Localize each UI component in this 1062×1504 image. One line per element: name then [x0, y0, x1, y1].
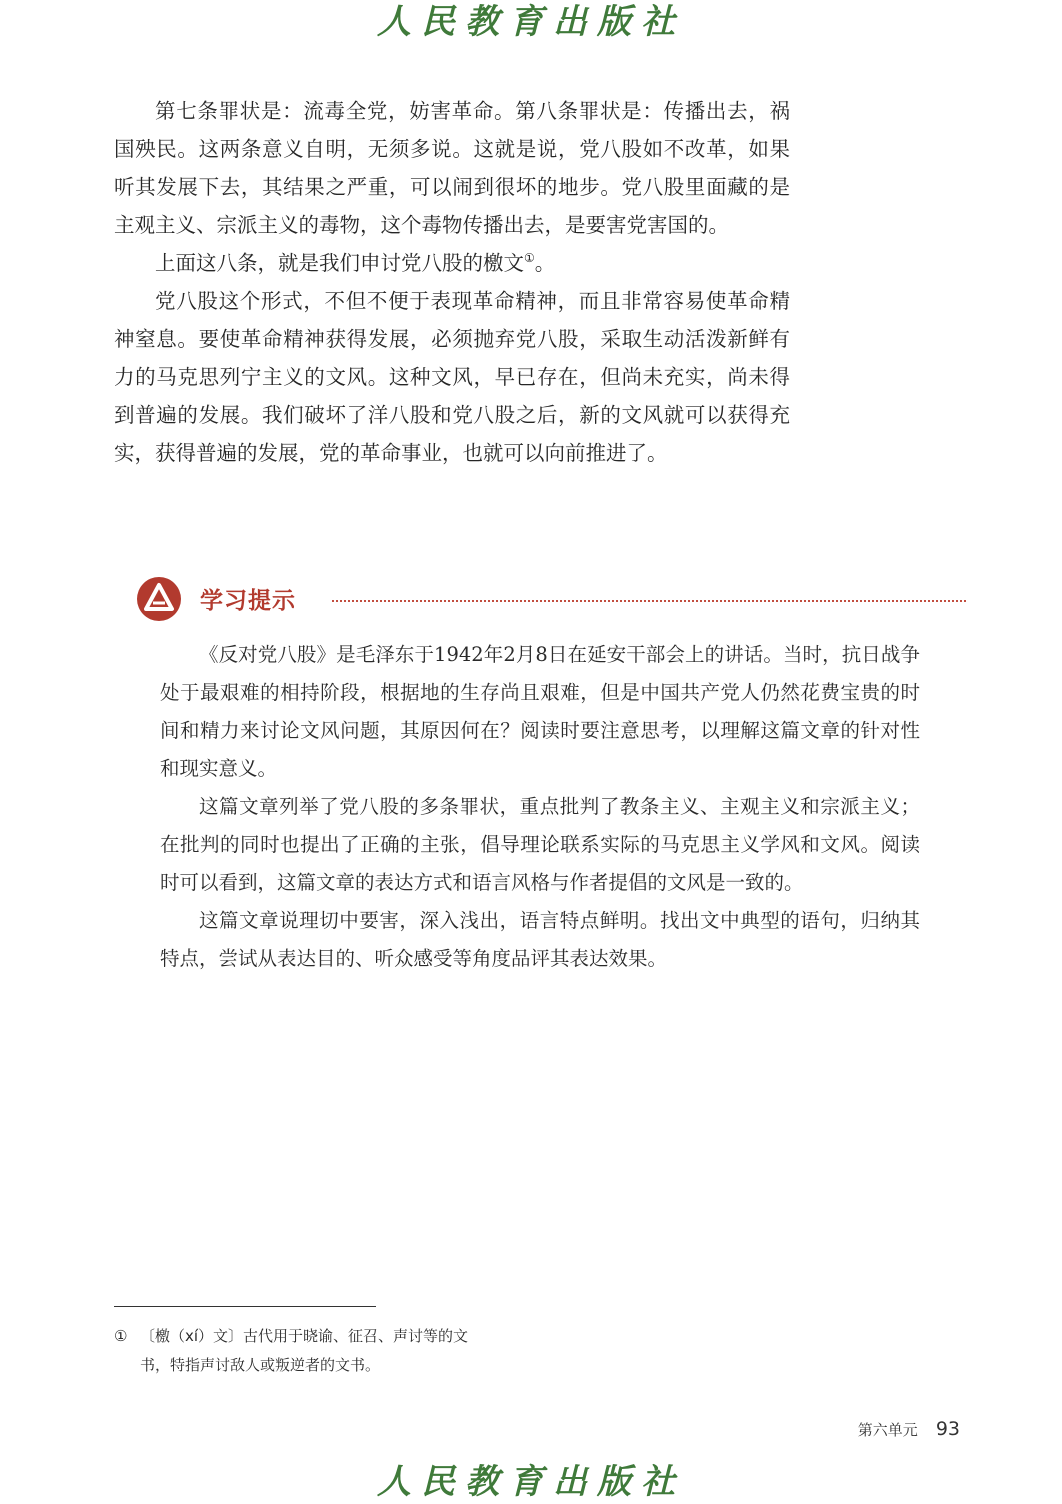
- main-paragraph-2: [114, 244, 790, 282]
- footnote-line-1: [114, 1322, 534, 1351]
- main-text: [114, 92, 790, 472]
- publisher-header: 人民教育出版社: [377, 2, 685, 42]
- study-tip-text: [160, 636, 920, 978]
- footnote-ref[interactable]: ①: [524, 251, 535, 266]
- footnote: [114, 1322, 534, 1380]
- dotted-divider: [332, 600, 966, 602]
- footnote-line-2: 书，特指声讨敌人或叛逆者的文书。: [140, 1356, 381, 1374]
- page-number: 93: [935, 1418, 960, 1440]
- tip-paragraph-1: 《反对党八股》是毛泽东于1942年2月8日在延安干部会上的讲话。当时，抗日战争处于最艰难的相持阶段，根据地的生存尚且艰难，但是中国共产党人仍然花费宝贵的时间和精力来讨论文风问题，其原因何在？阅读时要注意思考，以理解这篇文章的针对性和现实意义。: [160, 643, 920, 780]
- study-tip-title: 学习提示: [200, 588, 296, 614]
- footnote-text-1: 〔檄（xí）文〕古代用于晓谕、征召、声讨等的文: [140, 1327, 469, 1345]
- tip-paragraph-2: 这篇文章列举了党八股的多条罪状，重点批判了教条主义、主观主义和宗派主义；在批判的同时也提出了正确的主张，倡导理论联系实际的马克思主义学风和文风。阅读时可以看到，这篇文章的表达方式和语言风格与作者提倡的文风是一致的。: [160, 795, 920, 894]
- footnote-mark: ①: [114, 1327, 128, 1345]
- publisher-footer: 人民教育出版社: [377, 1462, 685, 1502]
- main-paragraph-1: 第七条罪状是：流毒全党，妨害革命。第八条罪状是：传播出去，祸国殃民。这两条意义自明，无须多说。这就是说，党八股如不改革，如果听其发展下去，其结果之严重，可以闹到很坏的地步。党八股里面藏的是主观主义、宗派主义的毒物，这个毒物传播出去，是要害党害国的。: [114, 99, 790, 237]
- main-paragraph-3: 党八股这个形式，不但不便于表现革命精神，而且非常容易使革命精神窒息。要使革命精神获得发展，必须抛弃党八股，采取生动活泼新鲜有力的马克思列宁主义的文风。这种文风，早已存在，但尚未充实，尚未得到普遍的发展。我们破坏了洋八股和党八股之后，新的文风就可以获得充实，获得普遍的发展，党的革命事业，也就可以向前推进了。: [114, 289, 790, 465]
- tip-paragraph-3: 这篇文章说理切中要害，深入浅出，语言特点鲜明。找出文中典型的语句，归纳其特点，尝试从表达目的、听众感受等角度品评其表达效果。: [160, 909, 920, 970]
- study-tip-header: [136, 576, 966, 624]
- footnote-divider: [114, 1306, 376, 1307]
- triangle-logo-icon: [136, 576, 182, 622]
- unit-label: 第六单元: [857, 1421, 918, 1439]
- main-paragraph-2-text: 上面这八条，就是我们申讨党八股的檄文: [155, 251, 524, 275]
- page-footer: [858, 1418, 960, 1440]
- main-paragraph-2-end: 。: [534, 251, 556, 275]
